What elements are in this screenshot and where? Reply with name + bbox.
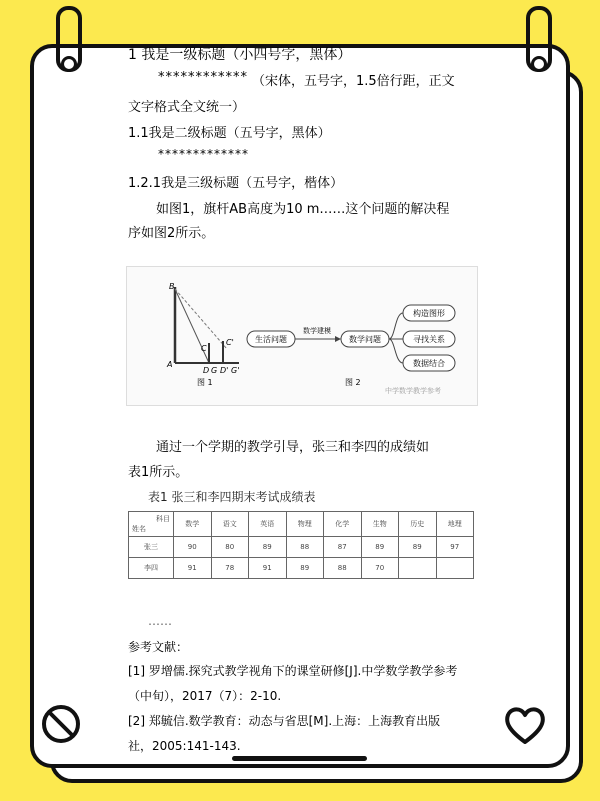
sightline-2 bbox=[175, 289, 227, 349]
score-cell: 70 bbox=[361, 558, 399, 579]
heart-icon[interactable] bbox=[502, 704, 548, 746]
score-cell bbox=[399, 558, 437, 579]
heading-level-2: 1.1我是二级标题（五号字，黑体） bbox=[128, 126, 331, 141]
flow-arrowhead-1 bbox=[335, 336, 341, 342]
score-cell: 89 bbox=[249, 537, 287, 558]
corner-cell bbox=[129, 512, 174, 537]
figure-panel bbox=[126, 266, 478, 406]
header-cell: 化学 bbox=[324, 512, 362, 537]
score-cell: 78 bbox=[211, 558, 249, 579]
branch-3 bbox=[389, 339, 403, 363]
fig2-caption: 图 2 bbox=[345, 378, 361, 387]
score-cell: 80 bbox=[211, 537, 249, 558]
score-cell: 90 bbox=[174, 537, 212, 558]
corner-bottom-label: 姓名 bbox=[132, 525, 146, 533]
header-cell: 地理 bbox=[436, 512, 474, 537]
header-cell: 语文 bbox=[211, 512, 249, 537]
figure-diagram bbox=[127, 267, 477, 405]
stars-line-1: ************ bbox=[158, 70, 248, 85]
home-indicator-bar bbox=[232, 756, 367, 761]
label-cp: C' bbox=[226, 338, 234, 347]
row-name-cell: 张三 bbox=[129, 537, 174, 558]
score-cell: 88 bbox=[324, 558, 362, 579]
score-cell: 89 bbox=[361, 537, 399, 558]
node-1-label: 构造图形 bbox=[413, 309, 445, 318]
corner-top-label: 科目 bbox=[156, 515, 170, 523]
binder-hole-left bbox=[61, 56, 77, 72]
life-problem-label: 生活问题 bbox=[255, 335, 287, 344]
header-cell: 英语 bbox=[249, 512, 287, 537]
reference-1-line-2: （中旬），2017（7）：2-10. bbox=[128, 689, 282, 703]
references-title: 参考文献： bbox=[128, 640, 189, 654]
score-cell: 91 bbox=[249, 558, 287, 579]
header-cell: 数学 bbox=[174, 512, 212, 537]
label-a: A bbox=[167, 360, 173, 369]
header-cell: 生物 bbox=[361, 512, 399, 537]
watermark-text: 中学数学教学参考 bbox=[385, 387, 441, 395]
branch-1 bbox=[389, 313, 403, 339]
math-model-label: 数学建模 bbox=[303, 327, 331, 335]
score-cell: 89 bbox=[399, 537, 437, 558]
score-cell: 89 bbox=[286, 558, 324, 579]
no-entry-icon[interactable] bbox=[40, 703, 82, 745]
math-problem-label: 数学问题 bbox=[349, 335, 381, 344]
table-header-row bbox=[129, 512, 474, 537]
label-d: D bbox=[203, 366, 210, 375]
table-row bbox=[129, 558, 474, 579]
score-cell bbox=[436, 558, 474, 579]
score-table bbox=[128, 511, 474, 579]
ellipsis-line: …… bbox=[148, 614, 172, 628]
body-style-note: （宋体，五号字，1.5倍行距，正文 bbox=[252, 74, 455, 89]
score-cell: 91 bbox=[174, 558, 212, 579]
table-row bbox=[129, 537, 474, 558]
label-b: B bbox=[169, 282, 175, 291]
reference-1-line-1: [1] 罗增儒.探究式教学视角下的课堂研修[J].中学数学教学参考 bbox=[128, 664, 458, 678]
reference-2-line-1: [2] 郑毓信.数学教育：动态与省思[M].上海：上海教育出版 bbox=[128, 714, 441, 728]
paragraph-1-line-1: 如图1，旗杆AB高度为10 m……这个问题的解决程 bbox=[156, 202, 450, 217]
row-name-cell: 李四 bbox=[129, 558, 174, 579]
node-2-label: 寻找关系 bbox=[413, 335, 445, 344]
body-style-note-cont: 文字格式全文统一） bbox=[128, 100, 246, 115]
label-c: C bbox=[201, 344, 207, 353]
label-g: G bbox=[211, 366, 218, 375]
score-cell: 87 bbox=[324, 537, 362, 558]
stars-line-2: ************* bbox=[158, 147, 249, 161]
reference-2-line-2: 社，2005:141-143. bbox=[128, 739, 241, 753]
header-cell: 历史 bbox=[399, 512, 437, 537]
heading-level-3: 1.2.1我是三级标题（五号字，楷体） bbox=[128, 176, 344, 191]
table-caption: 表1 张三和李四期末考试成绩表 bbox=[148, 490, 316, 504]
score-cell: 97 bbox=[436, 537, 474, 558]
label-dp: D' bbox=[220, 366, 229, 375]
paragraph-2-line-2: 表1所示。 bbox=[128, 465, 189, 480]
fig1-caption: 图 1 bbox=[197, 378, 213, 387]
paragraph-1-line-2: 序如图2所示。 bbox=[128, 226, 215, 241]
score-cell: 88 bbox=[286, 537, 324, 558]
node-3-label: 数据结合 bbox=[413, 359, 445, 368]
label-gp: G' bbox=[231, 366, 240, 375]
binder-hole-right bbox=[531, 56, 547, 72]
heading-level-1: 1 我是一级标题（小四号字，黑体） bbox=[128, 47, 352, 63]
header-cell: 物理 bbox=[286, 512, 324, 537]
paragraph-2-line-1: 通过一个学期的教学引导，张三和李四的成绩如 bbox=[156, 440, 430, 455]
